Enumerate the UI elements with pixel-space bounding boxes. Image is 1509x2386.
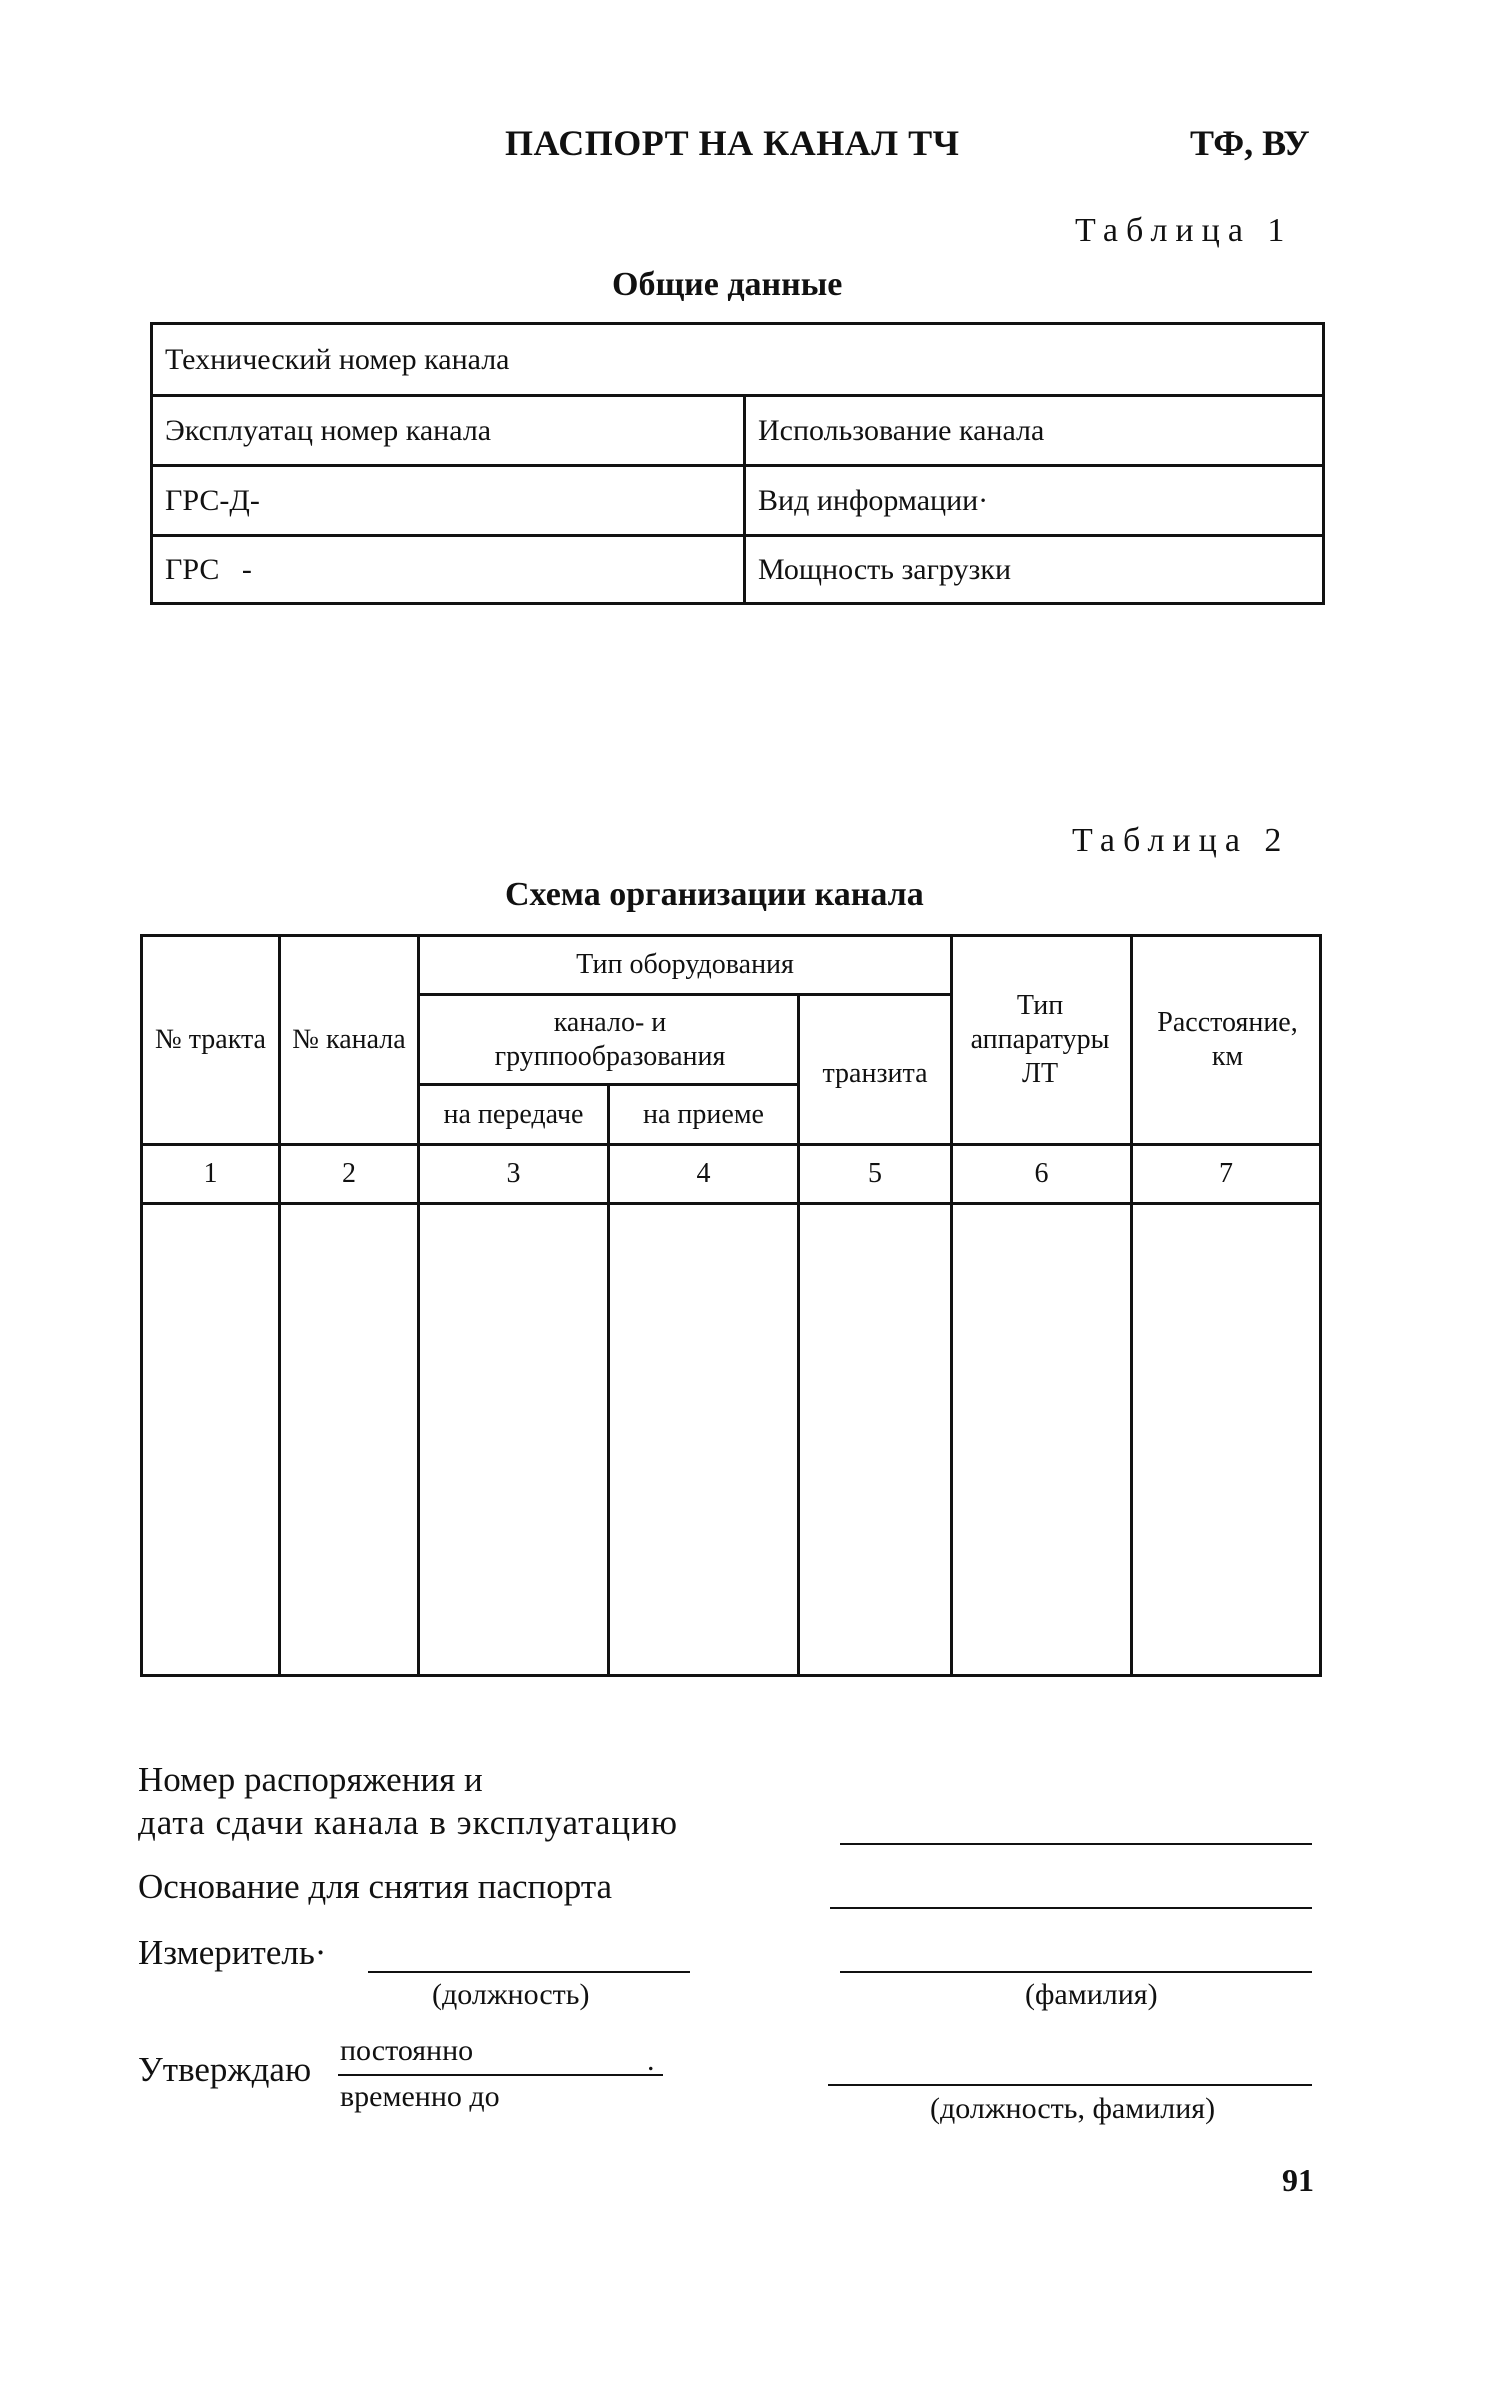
- channel-scheme-table: [140, 934, 1322, 1677]
- temporary-option: временно до: [340, 2080, 500, 2113]
- table-row: [153, 537, 1322, 602]
- receive-header: на приеме: [643, 1098, 764, 1130]
- order-number-label-line2: дата сдачи канала в эксплуатацию: [138, 1803, 679, 1842]
- column-number: 6: [1034, 1158, 1049, 1189]
- basis-field[interactable]: [830, 1907, 1312, 1909]
- approve-label: Утверждаю: [138, 2050, 312, 2089]
- measurer-surname-field[interactable]: [840, 1971, 1312, 1973]
- document-code: ТФ, ВУ: [1190, 123, 1310, 163]
- measurer-position-field[interactable]: [368, 1971, 690, 1973]
- surname-hint: (фамилия): [1025, 1978, 1158, 2011]
- order-number-label-line1: Номер распоряжения и: [138, 1760, 483, 1799]
- general-data-table: [150, 322, 1325, 605]
- table-row: [153, 467, 1322, 537]
- info-type-cell: Вид информации·: [758, 483, 989, 517]
- column-number: 5: [868, 1158, 882, 1189]
- lt-equipment-type-header: Тип аппаратуры ЛТ: [970, 990, 1110, 1089]
- column-number: 3: [506, 1158, 521, 1189]
- channel-number-header: № канала: [292, 1024, 406, 1055]
- table-row: [153, 325, 1322, 397]
- measurer-label: Измеритель·: [138, 1933, 327, 1972]
- channel-usage-cell: Использование канала: [758, 413, 1045, 447]
- table-row: [153, 397, 1322, 467]
- transit-header: транзита: [822, 1058, 928, 1089]
- distance-header: Расстояние, км: [1157, 1007, 1298, 1072]
- table1-title: Общие данные: [612, 266, 843, 303]
- grs-cell: ГРС -: [165, 552, 252, 586]
- grouping-header: канало- и группообразования: [494, 1006, 726, 1072]
- operational-number-cell: Эксплуатац номер канала: [165, 413, 492, 447]
- technical-number-cell: Технический номер канала: [165, 342, 510, 376]
- permanent-option: постоянно: [340, 2034, 474, 2067]
- transmit-header: на передаче: [443, 1098, 584, 1130]
- position-surname-hint: (должность, фамилия): [930, 2092, 1216, 2125]
- table2-title: Схема организации канала: [505, 876, 924, 913]
- basis-label: Основание для снятия паспорта: [138, 1867, 613, 1906]
- equipment-type-header: Тип оборудования: [576, 949, 794, 980]
- table2-caption: Таблица 2: [1072, 822, 1290, 859]
- approver-field[interactable]: [828, 2084, 1312, 2086]
- column-number: 1: [203, 1158, 218, 1189]
- load-power-cell: Мощность загрузки: [758, 552, 1011, 586]
- grs-d-cell: ГРС-Д-: [165, 483, 260, 517]
- order-number-field[interactable]: [840, 1843, 1312, 1845]
- column-number: 7: [1219, 1158, 1233, 1189]
- position-hint: (должность): [432, 1978, 590, 2011]
- document-title: ПАСПОРТ НА КАНАЛ ТЧ: [505, 123, 960, 163]
- page-number: 91: [1282, 2162, 1314, 2198]
- column-number: 4: [696, 1158, 711, 1189]
- table1-caption: Таблица 1: [1075, 212, 1293, 249]
- column-number: 2: [342, 1158, 356, 1189]
- period-dot: .: [647, 2044, 655, 2077]
- approve-period-field[interactable]: [338, 2074, 663, 2076]
- tract-number-header: № тракта: [155, 1024, 266, 1055]
